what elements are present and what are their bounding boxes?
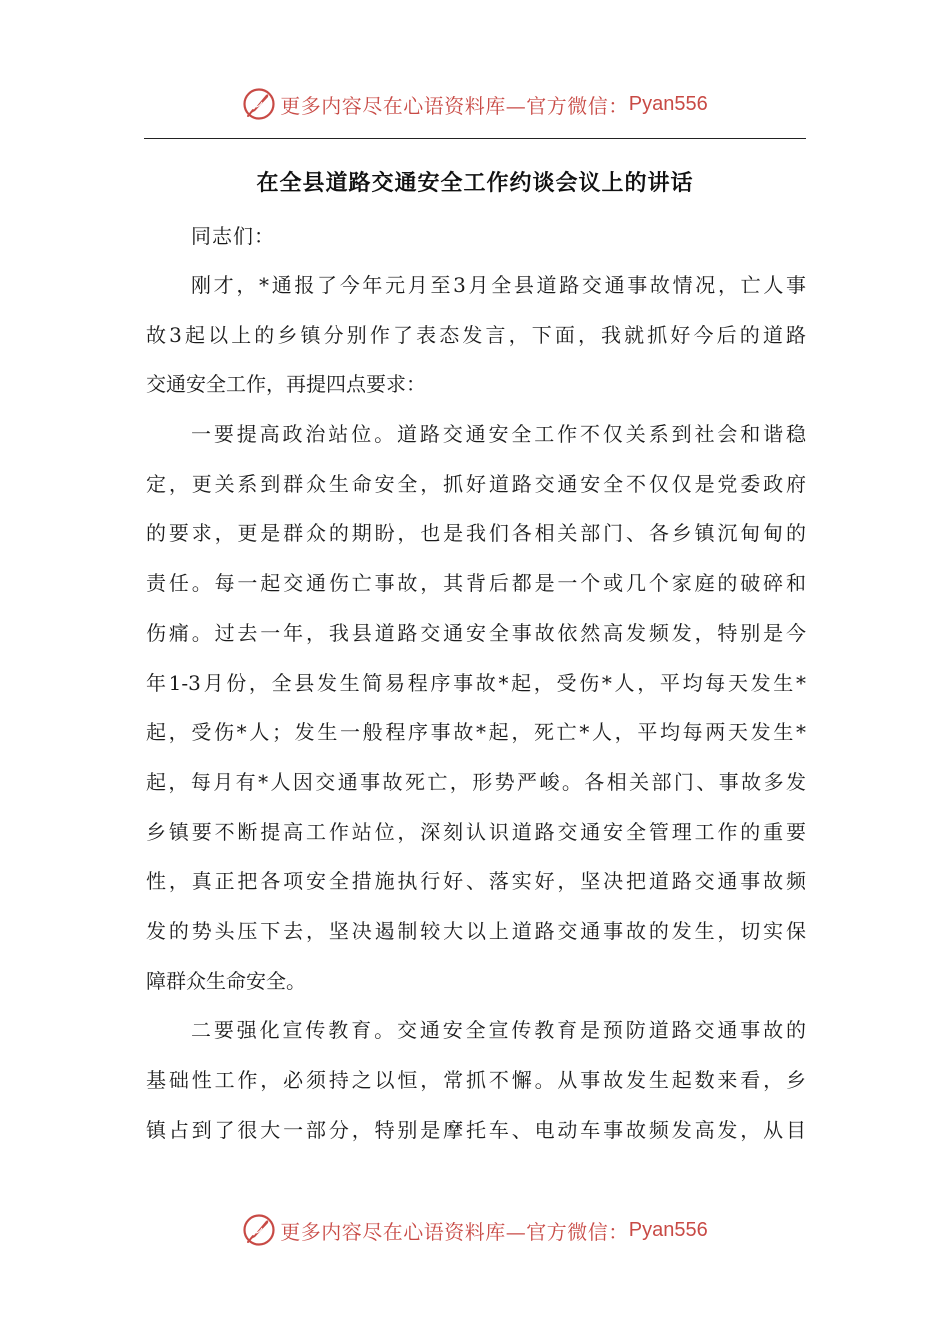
banner-text: 更多内容尽在心语资料库—官方微信：: [280, 1219, 629, 1244]
document-title: 在全县道路交通安全工作约谈会议上的讲话: [256, 171, 694, 196]
text-line: 乡镇要不断提高工作站位，深刻认识道路交通安全管理工作的重要: [146, 819, 806, 844]
text-line: 发的势头压下去，坚决遏制较大以上道路交通事故的发生，切实保: [146, 918, 806, 943]
text-line: 的要求，更是群众的期盼，也是我们各相关部门、各乡镇沉甸甸的: [146, 521, 806, 546]
quill-pen-logo-icon: [242, 87, 276, 121]
banner-wechat-id: Pyan556: [628, 92, 708, 115]
quill-pen-logo-icon: [242, 1213, 276, 1247]
text-line: 定，更关系到群众生命安全，抓好道路交通安全不仅仅是党委政府: [146, 471, 806, 496]
paragraph-3: [146, 1006, 806, 1155]
text-line: 性，真正把各项安全措施执行好、落实好，坚决把道路交通事故频: [146, 869, 806, 894]
text-line: 二要强化宣传教育。交通安全宣传教育是预防道路交通事故的: [191, 1018, 806, 1043]
footer-banner: [0, 1210, 950, 1250]
header-divider: [144, 138, 806, 139]
text-line: 责任。每一起交通伤亡事故，其背后都是一个或几个家庭的破碎和: [146, 571, 806, 596]
text-line: 基础性工作，必须持之以恒，常抓不懈。从事故发生起数来看，乡: [146, 1068, 806, 1092]
text-line: 一要提高政治站位。道路交通安全工作不仅关系到社会和谐稳: [191, 422, 806, 447]
banner-wechat-id: Pyan556: [628, 1218, 708, 1241]
salutation: 同志们：: [191, 224, 275, 248]
text-line: 刚才，*通报了今年元月至3月全县道路交通事故情况，亡人事: [191, 273, 806, 297]
paragraph-2: [146, 410, 806, 1006]
text-line: 交通安全工作，再提四点要求：: [146, 372, 426, 397]
text-line: 起，每月有*人因交通事故死亡，形势严峻。各相关部门、事故多发: [146, 769, 806, 794]
text-line: 年1-3月份，全县发生简易程序事故*起，受伤*人，平均每天发生*: [146, 670, 806, 695]
text-line: 障群众生命安全。: [146, 968, 306, 993]
banner-text: 更多内容尽在心语资料库—官方微信：: [280, 93, 629, 118]
paragraph-1: [146, 261, 806, 410]
text-line: 伤痛。过去一年，我县道路交通安全事故依然高发频发，特别是今: [146, 620, 806, 645]
document-body: [146, 211, 806, 1155]
text-line: 故3起以上的乡镇分别作了表态发言，下面，我就抓好今后的道路: [146, 322, 806, 347]
header-banner: [0, 84, 950, 124]
text-line: 起，受伤*人；发生一般程序事故*起，死亡*人，平均每两天发生*: [146, 720, 806, 745]
text-line: 镇占到了很大一部分，特别是摩托车、电动车事故频发高发，从目: [146, 1117, 806, 1142]
